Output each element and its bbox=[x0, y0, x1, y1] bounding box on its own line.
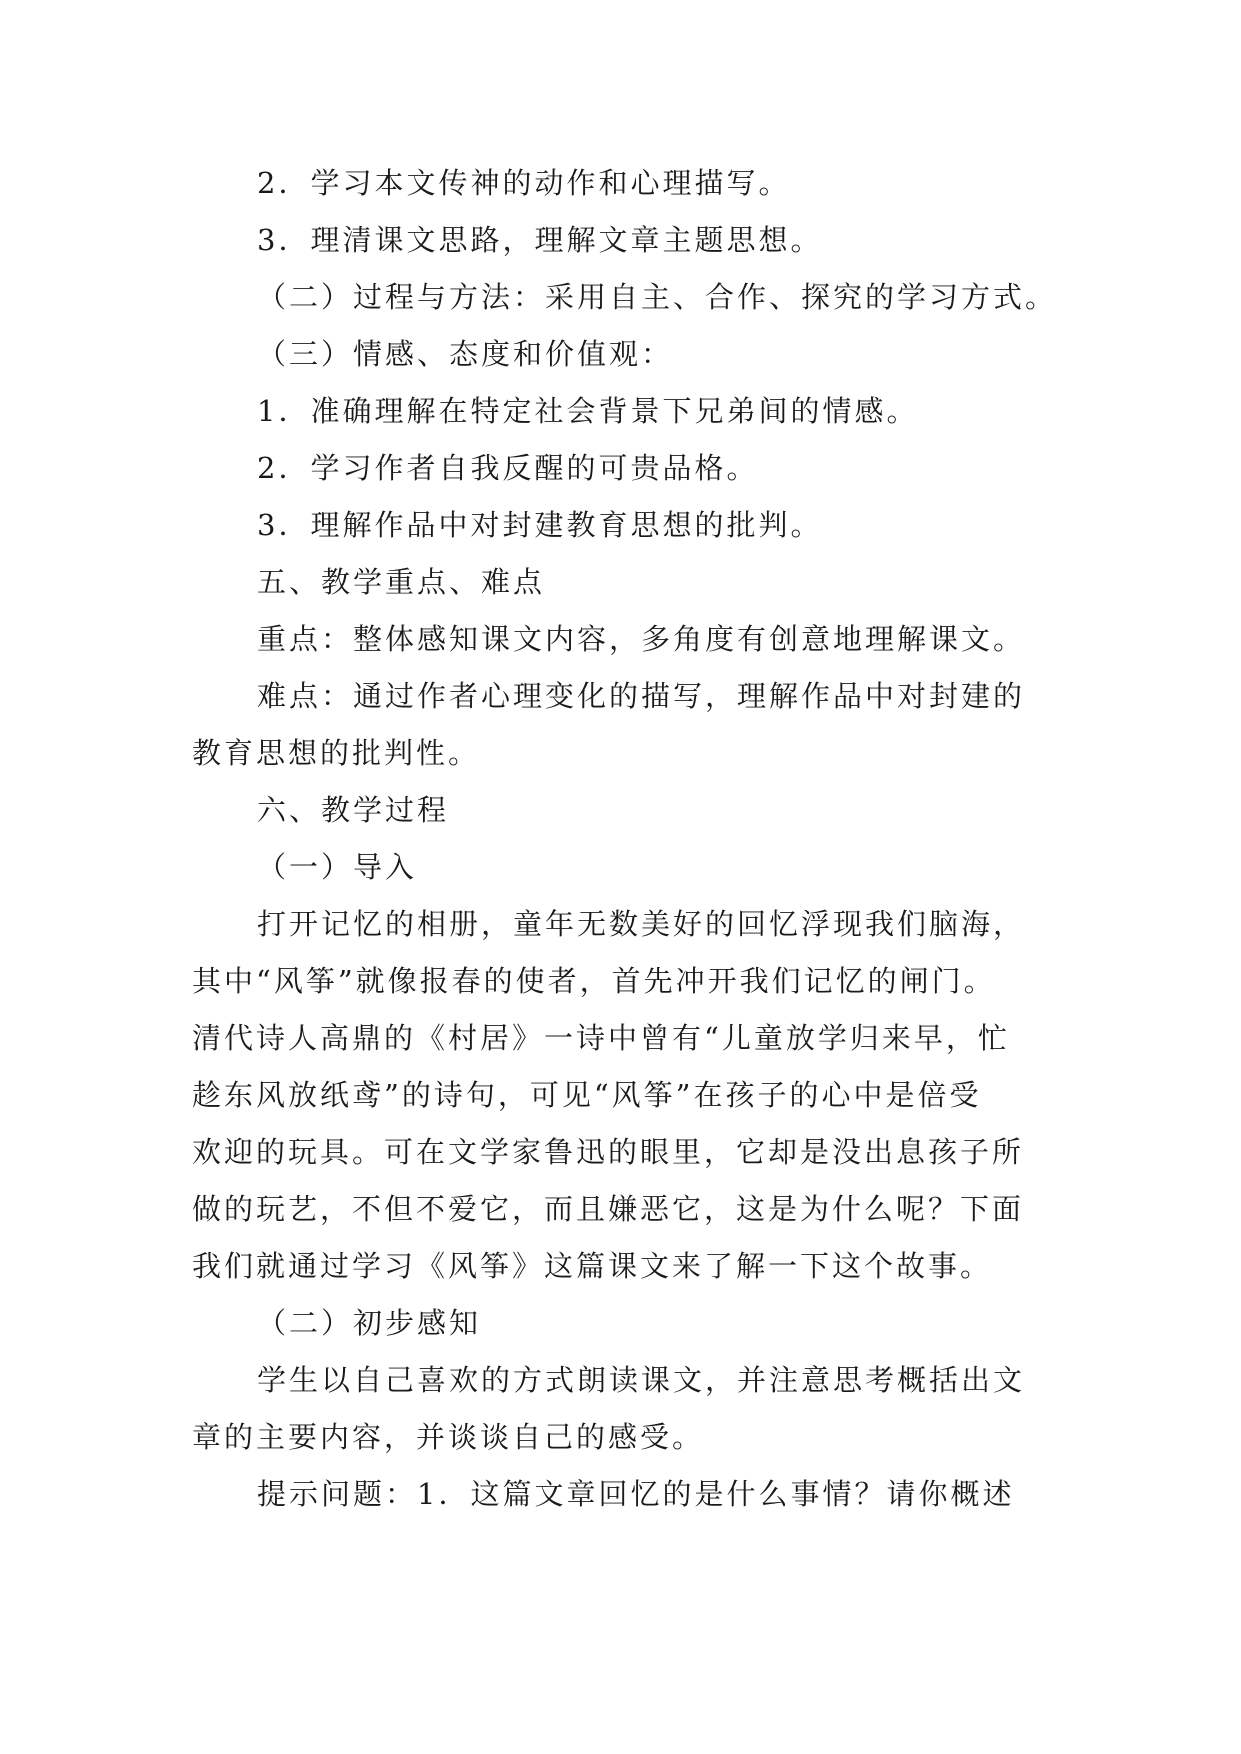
objective-item-2: 2．学习本文传神的动作和心理描写。 bbox=[257, 166, 791, 200]
intro-paragraph-line-5: 欢迎的玩具。可在文学家鲁迅的眼里，它却是没出息孩子所 bbox=[192, 1135, 1025, 1169]
emotion-item-1: 1．准确理解在特定社会背景下兄弟间的情感。 bbox=[257, 394, 919, 428]
perception-paragraph-line-1: 学生以自己喜欢的方式朗读课文，并注意思考概括出文 bbox=[257, 1363, 1026, 1397]
intro-paragraph-line-1: 打开记忆的相册，童年无数美好的回忆浮现我们脑海， bbox=[257, 907, 1026, 941]
objective-item-3: 3．理清课文思路，理解文章主题思想。 bbox=[257, 223, 823, 257]
difficulty-line-2: 教育思想的批判性。 bbox=[192, 736, 481, 770]
initial-perception-heading: （二）初步感知 bbox=[257, 1306, 482, 1340]
section-six-heading: 六、教学过程 bbox=[257, 793, 450, 827]
intro-paragraph-line-3: 清代诗人高鼎的《村居》一诗中曾有“儿童放学归来早，忙 bbox=[192, 1021, 1010, 1055]
intro-paragraph-line-4: 趁东风放纸鸢”的诗句，可见“风筝”在孩子的心中是倍受 bbox=[192, 1078, 982, 1112]
key-point-line: 重点：整体感知课文内容，多角度有创意地理解课文。 bbox=[257, 622, 1026, 656]
difficulty-line-1: 难点：通过作者心理变化的描写，理解作品中对封建的 bbox=[257, 679, 1026, 713]
emotion-attitude-heading: （三）情感、态度和价值观： bbox=[257, 337, 674, 371]
emotion-item-2: 2．学习作者自我反醒的可贵品格。 bbox=[257, 451, 759, 485]
prompt-question-line: 提示问题：1．这篇文章回忆的是什么事情？请你概述 bbox=[257, 1477, 1015, 1511]
emotion-item-3: 3．理解作品中对封建教育思想的批判。 bbox=[257, 508, 823, 542]
perception-paragraph-line-2: 章的主要内容，并谈谈自己的感受。 bbox=[192, 1420, 705, 1454]
intro-paragraph-line-6: 做的玩艺，不但不爱它，而且嫌恶它，这是为什么呢？下面 bbox=[192, 1192, 1025, 1226]
section-five-heading: 五、教学重点、难点 bbox=[257, 565, 546, 599]
intro-paragraph-line-7: 我们就通过学习《风筝》这篇课文来了解一下这个故事。 bbox=[192, 1249, 993, 1283]
intro-paragraph-line-2: 其中“风筝”就像报春的使者，首先冲开我们记忆的闸门。 bbox=[192, 964, 996, 998]
process-method-heading: （二）过程与方法：采用自主、合作、探究的学习方式。 bbox=[257, 280, 1058, 314]
introduction-heading: （一）导入 bbox=[257, 850, 418, 884]
